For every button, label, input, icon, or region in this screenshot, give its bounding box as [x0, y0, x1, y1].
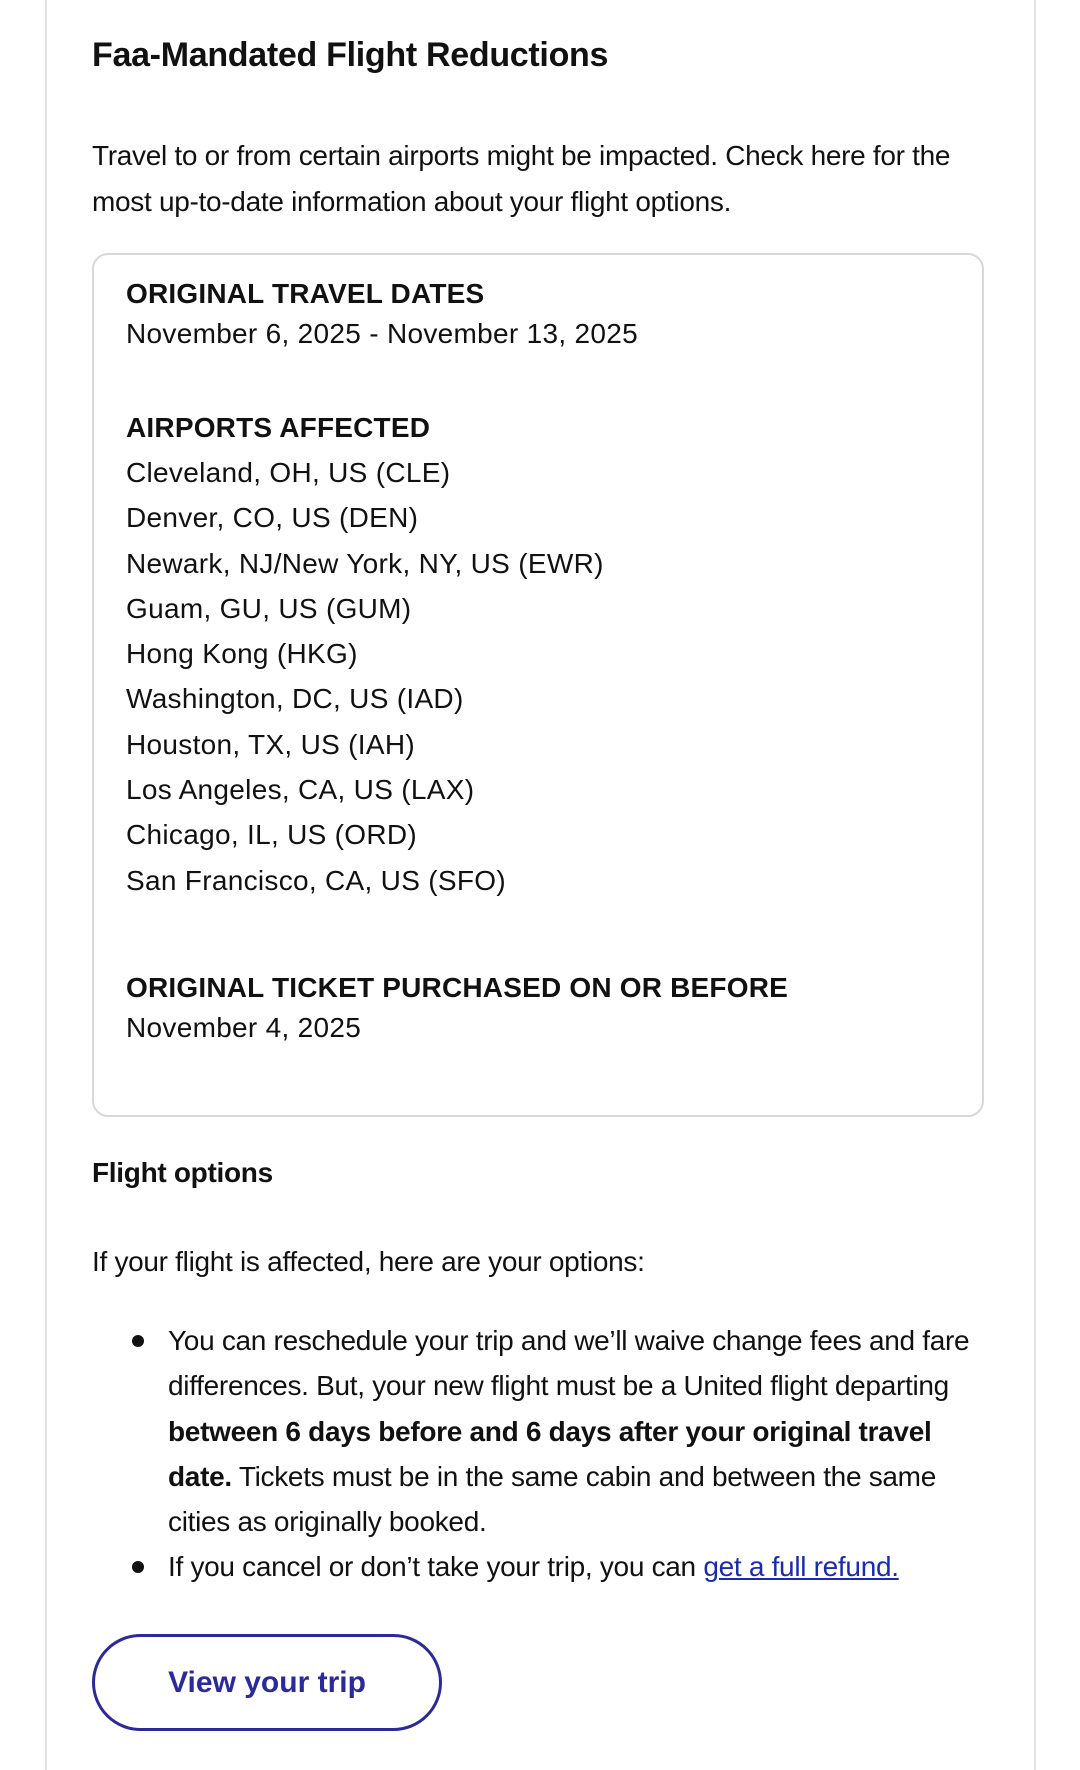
list-item — [92, 1318, 982, 1544]
options-list — [92, 1318, 982, 1590]
bullet-icon — [132, 1561, 144, 1573]
airport-item: Washington, DC, US (IAD) — [126, 683, 464, 715]
airport-item: Denver, CO, US (DEN) — [126, 502, 419, 534]
travel-dates-value: November 6, 2025 - November 13, 2025 — [126, 318, 638, 349]
travel-dates-label: ORIGINAL TRAVEL DATES — [126, 278, 485, 309]
flight-options-heading: Flight options — [92, 1157, 273, 1188]
notice-title: Faa-Mandated Flight Reductions — [92, 36, 609, 74]
reschedule-window-text: between 6 days before and 6 days after your original travel date. — [168, 1415, 932, 1492]
airport-item: Chicago, IL, US (ORD) — [126, 819, 418, 851]
flight-options-intro: If your flight is affected, here are your options: — [92, 1246, 645, 1277]
airport-item: Newark, NJ/New York, NY, US (EWR) — [126, 547, 604, 579]
list-item — [92, 1544, 982, 1589]
purchase-date-value: November 4, 2025 — [126, 1012, 362, 1043]
bullet-icon — [132, 1335, 144, 1347]
purchase-date-label: ORIGINAL TICKET PURCHASED ON OR BEFORE — [126, 972, 789, 1003]
cancel-text: If you cancel or don’t take your trip, you can — [168, 1551, 704, 1583]
details-card — [92, 253, 984, 1117]
airports-label: AIRPORTS AFFECTED — [126, 412, 431, 443]
airport-item: Los Angeles, CA, US (LAX) — [126, 774, 475, 806]
airport-item: Hong Kong (HKG) — [126, 638, 358, 670]
airports-list — [126, 450, 604, 903]
right-divider — [1034, 0, 1036, 1770]
left-divider — [45, 0, 47, 1770]
airport-item: Houston, TX, US (IAH) — [126, 728, 415, 760]
airport-item: San Francisco, CA, US (SFO) — [126, 864, 506, 896]
reschedule-text: You can reschedule your trip and we’ll waive change fees and fare differences. But, your new flight must be a United flight departing — [168, 1325, 970, 1402]
reschedule-conditions-text: Tickets must be in the same cabin and between the same cities as originally booked. — [168, 1460, 936, 1538]
airport-item: Cleveland, OH, US (CLE) — [126, 457, 451, 488]
airport-item: Guam, GU, US (GUM) — [126, 592, 412, 624]
view-trip-button[interactable]: View your trip — [92, 1634, 442, 1731]
full-refund-link[interactable]: get a full refund. — [703, 1551, 899, 1583]
notice-intro: Travel to or from certain airports might be impacted. Check here for the most up-to-date information about your flight options. — [92, 140, 951, 217]
